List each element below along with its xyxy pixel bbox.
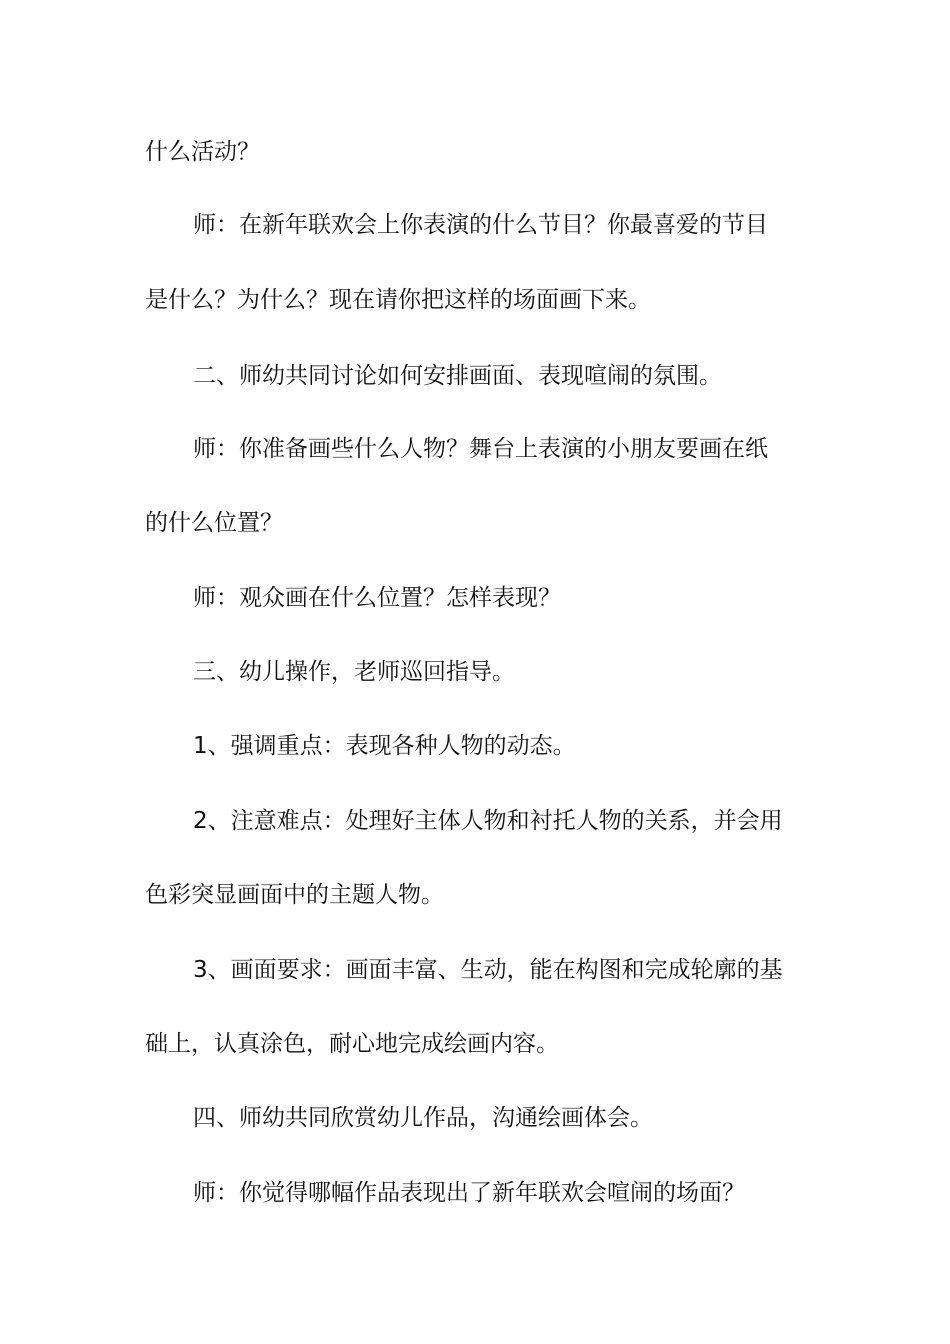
text-line: 师：观众画在什么位置？怎样表现？ bbox=[193, 585, 561, 611]
text-line: 础上，认真涂色，耐心地完成绘画内容。 bbox=[145, 1031, 559, 1057]
text-line: 是什么？为什么？现在请你把这样的场面画下来。 bbox=[145, 287, 651, 313]
text-line: 二、师幼共同讨论如何安排画面、表现喧闹的氛围。 bbox=[193, 363, 722, 389]
text-line: 什么活动？ bbox=[145, 139, 260, 165]
text-line: 师：在新年联欢会上你表演的什么节目？你最喜爱的节目 bbox=[193, 212, 768, 238]
text-line: 师：你准备画些什么人物？舞台上表演的小朋友要画在纸 bbox=[193, 436, 768, 462]
text-line: 色彩突显画面中的主题人物。 bbox=[145, 882, 444, 908]
text-line: 四、师幼共同欣赏幼儿作品，沟通绘画体会。 bbox=[193, 1105, 653, 1131]
text-line: 2、注意难点：处理好主体人物和衬托人物的关系，并会用 bbox=[193, 808, 783, 834]
text-line: 3、画面要求：画面丰富、生动，能在构图和完成轮廓的基 bbox=[193, 957, 783, 983]
text-line: 师：你觉得哪幅作品表现出了新年联欢会喧闹的场面？ bbox=[193, 1180, 745, 1206]
text-line: 1、强调重点：表现各种人物的动态。 bbox=[193, 733, 576, 759]
text-line: 三、幼儿操作，老师巡回指导。 bbox=[193, 659, 515, 685]
text-line: 的什么位置？ bbox=[145, 510, 283, 536]
